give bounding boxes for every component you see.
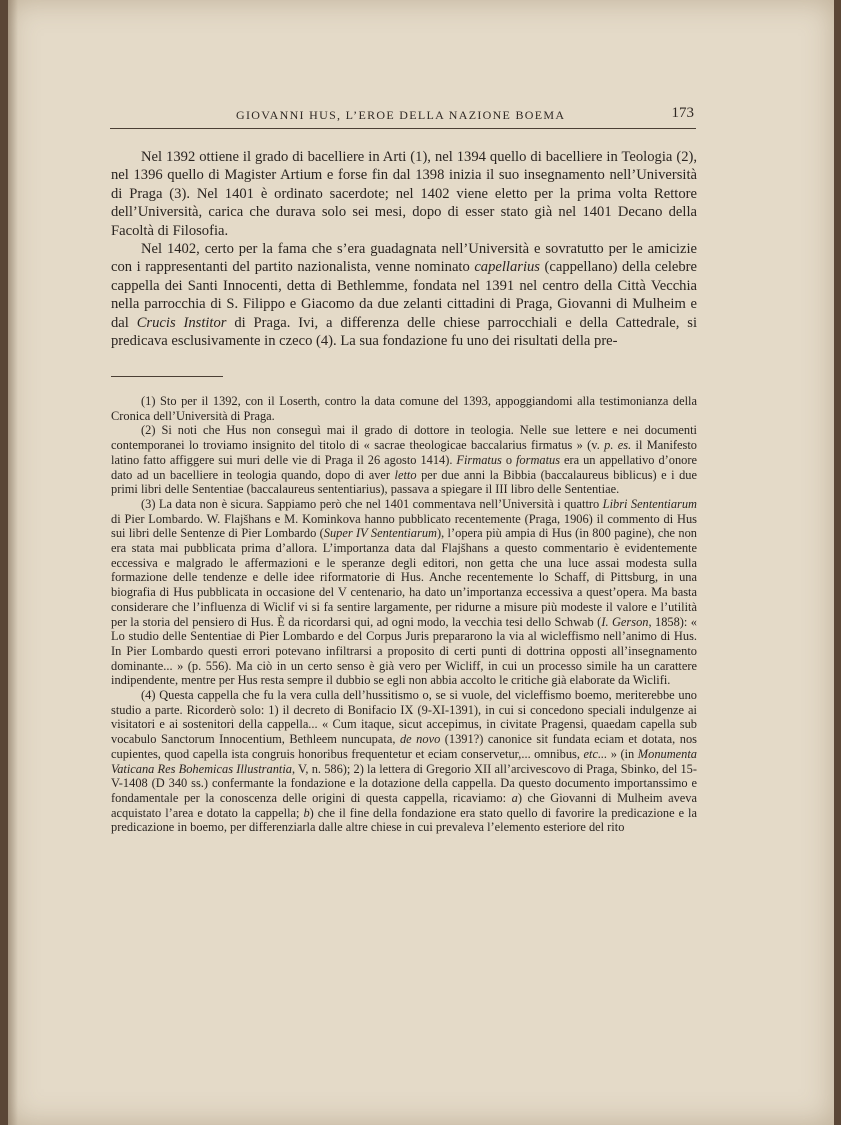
- footnote-4: (4) Questa cappella che fu la vera culla dell’hussitismo o, se si vuole, del vicleffismo boemo, meriterebbe uno studio a parte. Ricorderò solo: 1) il decreto di Bonifacio IX (9-XI-1391), in cui si concedono speciali indulgenze ai visitatori e ai sostenitori della cappella... « Cum itaque, sicut accepimus, in civitate Pragensi, quaedam capella sub vocabulo Sanctorum Innocentium, Bethleem nuncupata, de novo (1391?) canonice sit fundata eciam et dotata, nos cupientes, quod capella ista congruis honoribus frequentetur et eciam conservetur,... omnibus, etc... » (in Monumenta Vaticana Res Bohemicas Illustrantia, V, n. 586); 2) la lettera di Gregorio XII all’arcivescovo di Praga, Sbinko, del 15-V-1408 (D 340 ss.) confermante la fondazione e la dotazione della cappella. Da questo documento importanssimo e fondamentale per la conoscenza delle origini di questa cappella, ricaviamo: a) che Giovanni di Mulheim aveva acquistato l’area e dotato la cappella; b) che il fine della fondazione era stato quello di favorire la predicazione e la predicazione in boemo, per differenziarla dalle altre chiese in cui prevaleva l’elemento esteriore del rito: [111, 688, 697, 835]
- footnote-rule: [111, 376, 223, 377]
- main-text: [111, 148, 697, 350]
- paragraph-1: Nel 1392 ottiene il grado di bacelliere in Arti (1), nel 1394 quello di bacelliere in Teologia (2), nel 1396 quello di Magister Artium e forse fin dal 1398 inizia il suo insegnamento nell’Università di Praga (3). Nel 1401 è ordinato sacerdote; nel 1402 viene eletto per la prima volta Rettore dell’Università, carica che durava solo sei mesi, dopo di esser stato già nel 1401 Decano della Facoltà di Filosofia.: [111, 149, 697, 239]
- page-number: 173: [671, 105, 694, 121]
- running-header: [110, 106, 696, 129]
- footnote-1: (1) Sto per il 1392, con il Loserth, contro la data comune del 1393, appoggiandomi alla testimonianza della Cronica dell’Università di Praga.: [111, 394, 697, 423]
- paragraph-2: Nel 1402, certo per la fama che s’era guadagnata nell’Università e sovratutto per le amicizie con i rappresentanti del partito nazionalista, venne nominato capellarius (cappellano) della celebre cappella dei Santi Innocenti, detta di Bethlemme, fondata nel 1391 nel centro della Città Vecchia nella parrocchia di S. Filippo e Giacomo da due zelanti cittadini di Praga, Giovanni di Mulheim e dal Crucis Institor di Praga. Ivi, a differenza delle chiese parrocchiali e della Cattedrale, si predicava esclusivamente in czeco (4). La sua fondazione fu uno dei risultati della pre-: [111, 241, 697, 350]
- footnote-3: (3) La data non è sicura. Sappiamo però che nel 1401 commentava nell’Università i quattro Libri Sententiarum di Pier Lombardo. W. Flajšhans e M. Kominkova hanno pubblicato recentemente (Praga, 1906) il commento di Hus sui libri delle Sentenze di Pier Lombardo (Super IV Sententiarum), l’opera più ampia di Hus (in 800 pagine), che non era stata mai pubblicata prima d’allora. L’importanza data dal Flajšhans a questo commentario è evidentemente eccessiva e malgrado le affermazioni e le speranze degli editori, non getta che una luce assai modesta sulla formazione delle tendenze e delle idee riformatorie di Hus. Anche recentemente lo Schaff, di Pittsburg, in una biografia di Hus pubblicata in occasione del V centenario, ha dato un’importanza eccessiva a quest’opera. Ma basta considerare che l’influenza di Wiclif vi si fa sentire largamente, per ridurne a misure più modeste il valore e l’utilità per la storia del pensiero di Hus. È da ricordarsi qui, ad ogni modo, la vecchia tesi dello Schwab (I. Gerson, 1858): « Lo studio delle Sententiae di Pier Lombardo e del Corpus Juris prepararono la via al wicleffismo nell’animo di Hus. In Pier Lombardo questi errori potevano infiltrarsi a proposito di certi punti di dottrina opposti all’insegnamento dominante... » (p. 556). Ma ciò in un certo senso è già vero per Wicliff, in cui un processo simile ha un carattere indipendente, mentre per Hus resta sempre il dubbio se egli non abbia accolto le critiche già elaborate da Wiclifi.: [111, 496, 697, 688]
- footnotes: [111, 394, 697, 835]
- header-title: GIOVANNI HUS, L’EROE DELLA NAZIONE BOEMA: [236, 108, 566, 122]
- book-page: [8, 0, 834, 1125]
- footnote-2: (2) Si noti che Hus non conseguì mai il grado di dottore in teologia. Nelle sue lettere e nei documenti contemporanei lo troviamo insignito del titolo di « sacrae theologicae baccalarius firmatus » (v. p. es. il Manifesto latino fatto affiggere sui muri delle vie di Praga il 26 agosto 1414). Firmatus o formatus era un appellativo d’onore dato ad un bacelliere in teologia quando, dopo di aver letto per due anni la Bibbia (baccalaureus biblicus) e i due primi libri delle Sententiae (baccalaureus sententiarius), passava a spiegare il III libro delle Sententiae.: [111, 423, 698, 497]
